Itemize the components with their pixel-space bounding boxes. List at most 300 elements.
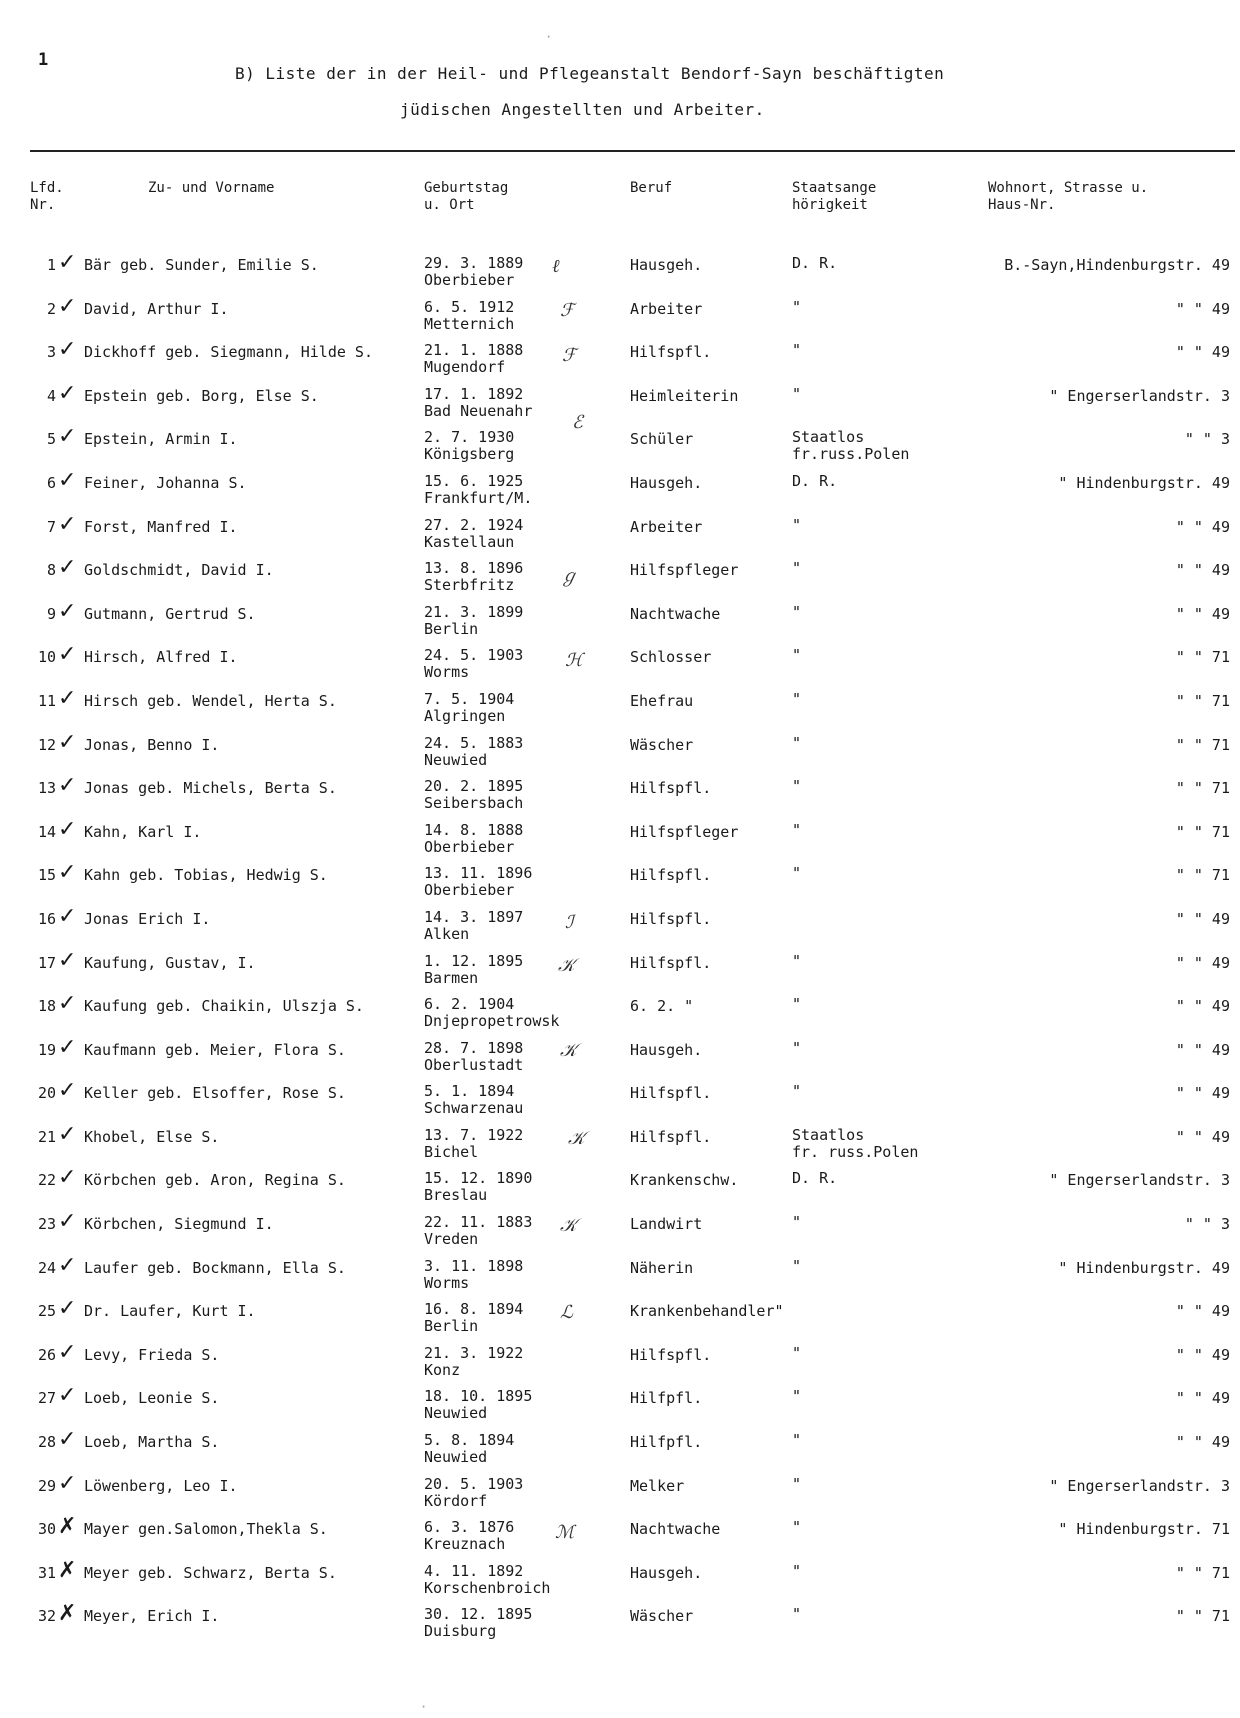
residence: " " 49 — [1175, 561, 1230, 580]
birth-place: Alken — [424, 924, 470, 943]
birth-date: 2. 7. 1930 — [424, 428, 515, 447]
person-name: Laufer geb. Bockmann, Ella S. — [84, 1258, 346, 1277]
table-row — [0, 1078, 1240, 1126]
profession: Hausgeh. — [630, 1563, 703, 1582]
birth-place: Metternich — [424, 314, 515, 333]
birth-date: 4. 11. 1892 — [424, 1561, 524, 1580]
profession: Hausgeh. — [630, 1040, 703, 1059]
birth-date: 28. 7. 1898 — [424, 1038, 524, 1057]
residence: " " 49 — [1175, 1389, 1230, 1408]
check-mark-icon: ✓ — [58, 250, 77, 275]
profession: Nachtwache — [630, 604, 721, 623]
birth-place: Korschenbroich — [424, 1578, 551, 1597]
citizenship: " — [792, 384, 802, 403]
birth-date: 13. 8. 1896 — [424, 559, 524, 578]
citizenship: " — [792, 602, 802, 621]
residence: " " 71 — [1175, 779, 1230, 798]
birth-place: Mugendorf — [424, 358, 506, 377]
title-line-2: jüdischen Angestellten und Arbeiter. — [400, 100, 765, 119]
birth-date: 21. 3. 1922 — [424, 1343, 524, 1362]
profession: Krankenbehandler" — [630, 1302, 784, 1321]
birth-date: 1. 12. 1895 — [424, 951, 524, 970]
citizenship: " — [792, 820, 802, 839]
birth-date: 5. 8. 1894 — [424, 1431, 515, 1450]
check-mark-icon: ✓ — [58, 467, 77, 493]
birth-place: Worms — [424, 1273, 470, 1292]
header-beruf: Beruf — [630, 180, 673, 196]
residence: " " 71 — [1175, 866, 1230, 885]
residence: " " 49 — [1175, 1302, 1230, 1321]
check-mark-icon: ✓ — [58, 1209, 77, 1235]
check-mark-icon: ✓ — [58, 380, 77, 406]
row-number: 10 — [37, 648, 56, 667]
table-row — [0, 1383, 1240, 1431]
residence: " " 3 — [1184, 430, 1230, 449]
person-name: Epstein, Armin I. — [84, 430, 238, 449]
residence: " " 49 — [1175, 909, 1230, 928]
handwritten-annotation: ℒ — [560, 1302, 573, 1323]
birth-date: 21. 3. 1899 — [424, 602, 524, 621]
row-number: 31 — [37, 1563, 56, 1582]
profession: Hilfspfl. — [630, 1345, 712, 1364]
citizenship: " — [792, 1561, 802, 1580]
citizenship: " — [792, 1474, 802, 1493]
residence: " " 49 — [1175, 1040, 1230, 1059]
table-row — [0, 1514, 1240, 1562]
profession: Heimleiterin — [630, 386, 739, 405]
birth-place: Vreden — [424, 1230, 479, 1249]
birth-place: Oberlustadt — [424, 1055, 524, 1074]
birth-place: Duisburg — [424, 1622, 497, 1641]
birth-date: 16. 8. 1894 — [424, 1300, 524, 1319]
check-mark-icon: ✗ — [58, 1601, 77, 1627]
profession: Hilfspfleger — [630, 561, 739, 580]
row-number: 1 — [46, 256, 56, 274]
handwritten-annotation: 𝒦 — [558, 955, 575, 976]
birth-place: Bad Neuenahr — [424, 401, 533, 420]
row-number: 3 — [46, 343, 56, 362]
table-row — [0, 555, 1240, 603]
residence: " " 49 — [1175, 343, 1230, 362]
table-row — [0, 991, 1240, 1039]
birth-date: 15. 12. 1890 — [424, 1169, 533, 1188]
profession: Hilfspfl. — [630, 1127, 712, 1146]
header-staat-line1: Staatsange — [792, 180, 877, 196]
check-mark-icon: ✓ — [58, 947, 77, 973]
citizenship: " — [792, 1082, 802, 1101]
table-row — [0, 947, 1240, 996]
birth-date: 29. 3. 1889 — [424, 254, 524, 272]
row-number: 26 — [37, 1345, 56, 1364]
check-mark-icon: ✓ — [58, 903, 77, 929]
table-row — [0, 424, 1240, 472]
row-number: 18 — [37, 997, 56, 1016]
employee-list — [0, 250, 1240, 1649]
citizenship: " — [792, 1343, 802, 1362]
birth-date: 7. 5. 1904 — [424, 689, 515, 708]
citizenship: " — [792, 689, 802, 708]
table-row — [0, 903, 1240, 952]
row-number: 24 — [37, 1258, 56, 1277]
profession: Hilfspfl. — [630, 343, 712, 362]
person-name: Goldschmidt, David I. — [84, 561, 274, 580]
check-mark-icon: ✓ — [58, 1339, 77, 1365]
birth-place: Sterbfritz — [424, 576, 515, 595]
person-name: Hirsch geb. Wendel, Herta S. — [84, 691, 337, 710]
header-staat-line2: hörigkeit — [792, 197, 868, 213]
person-name: Jonas, Benno I. — [84, 735, 220, 754]
residence: " " 49 — [1175, 953, 1230, 972]
row-number: 32 — [37, 1607, 56, 1626]
person-name: Gutmann, Gertrud S. — [84, 604, 256, 623]
birth-place: Frankfurt/M. — [424, 488, 533, 507]
person-name: Meyer, Erich I. — [84, 1607, 220, 1626]
birth-place: Barmen — [424, 968, 479, 987]
person-name: Epstein geb. Borg, Else S. — [84, 386, 319, 405]
birth-date: 6. 5. 1912 — [424, 297, 515, 316]
residence: " " 49 — [1175, 299, 1230, 318]
table-row — [0, 337, 1240, 385]
citizenship: " — [792, 297, 802, 316]
residence: " " 49 — [1175, 517, 1230, 536]
residence: B.-Sayn,Hindenburgstr. 49 — [1004, 256, 1230, 274]
person-name: Khobel, Else S. — [84, 1127, 220, 1146]
birth-place: Konz — [424, 1360, 461, 1379]
profession: Nachtwache — [630, 1520, 721, 1539]
check-mark-icon: ✓ — [58, 1470, 77, 1496]
citizenship: D. R. — [792, 254, 838, 272]
table-row — [0, 860, 1240, 908]
check-mark-icon: ✗ — [58, 1557, 77, 1583]
citizenship: Staatlos — [792, 428, 865, 447]
profession: Hilfspfl. — [630, 953, 712, 972]
profession: Hilfspfl. — [630, 909, 712, 928]
row-number: 28 — [37, 1433, 56, 1452]
residence: " " 49 — [1175, 1433, 1230, 1452]
table-row — [0, 293, 1240, 342]
profession: 6. 2. " — [630, 997, 694, 1016]
table-row — [0, 1427, 1240, 1475]
birth-place: Bichel — [424, 1142, 479, 1161]
table-row — [0, 1034, 1240, 1083]
birth-place: Oberbieber — [424, 837, 515, 856]
citizenship: " — [792, 951, 802, 970]
residence: " " 71 — [1175, 648, 1230, 667]
profession: Hilfspfl. — [630, 1084, 712, 1103]
person-name: Bär geb. Sunder, Emilie S. — [84, 256, 319, 274]
row-number: 5 — [46, 430, 56, 449]
person-name: Körbchen geb. Aron, Regina S. — [84, 1171, 346, 1190]
birth-date: 6. 2. 1904 — [424, 995, 515, 1014]
profession: Arbeiter — [630, 517, 703, 536]
person-name: Hirsch, Alfred I. — [84, 648, 238, 667]
birth-place: Seibersbach — [424, 794, 524, 813]
header-name: Zu- und Vorname — [148, 180, 275, 196]
person-name: Meyer geb. Schwarz, Berta S. — [84, 1563, 337, 1582]
birth-place: Kreuznach — [424, 1535, 506, 1554]
check-mark-icon: ✓ — [58, 1165, 77, 1191]
person-name: Kaufung geb. Chaikin, Ulszja S. — [84, 997, 364, 1016]
profession: Schüler — [630, 430, 694, 449]
profession: Hilfspfl. — [630, 779, 712, 798]
birth-date: 17. 1. 1892 — [424, 384, 524, 403]
birth-place: Kastellaun — [424, 532, 515, 551]
birth-place: Oberbieber — [424, 271, 515, 289]
citizenship: " — [792, 1605, 802, 1624]
citizenship: Staatlos — [792, 1125, 865, 1144]
check-mark-icon: ✗ — [58, 1514, 77, 1540]
scan-speck: · — [420, 1700, 428, 1714]
row-number: 13 — [37, 779, 56, 798]
check-mark-icon: ✓ — [58, 685, 77, 711]
citizenship: " — [792, 995, 802, 1014]
person-name: Kaufmann geb. Meier, Flora S. — [84, 1040, 346, 1059]
check-mark-icon: ✓ — [58, 337, 77, 363]
residence: " " 71 — [1175, 691, 1230, 710]
table-row — [0, 250, 1240, 298]
table-row — [0, 642, 1240, 690]
check-mark-icon: ✓ — [58, 773, 77, 799]
residence: " " 49 — [1175, 604, 1230, 623]
birth-date: 14. 3. 1897 — [424, 907, 524, 926]
person-name: Mayer gen.Salomon,Thekla S. — [84, 1520, 328, 1539]
person-name: Loeb, Leonie S. — [84, 1389, 220, 1408]
header-rule — [30, 150, 1235, 152]
birth-place: Breslau — [424, 1186, 488, 1205]
profession: Hausgeh. — [630, 256, 703, 274]
residence: " " 49 — [1175, 1127, 1230, 1146]
check-mark-icon: ✓ — [58, 1121, 77, 1147]
table-row — [0, 467, 1240, 516]
citizenship: " — [792, 864, 802, 883]
citizenship: " — [792, 515, 802, 534]
header-wohnort — [988, 180, 1148, 214]
birth-place: Schwarzenau — [424, 1099, 524, 1118]
table-row — [0, 685, 1240, 734]
table-row — [0, 1339, 1240, 1388]
birth-date: 18. 10. 1895 — [424, 1387, 533, 1406]
table-row — [0, 511, 1240, 560]
table-row — [0, 1209, 1240, 1257]
row-number: 20 — [37, 1084, 56, 1103]
check-mark-icon: ✓ — [58, 1078, 77, 1104]
person-name: Jonas geb. Michels, Berta S. — [84, 779, 337, 798]
profession: Krankenschw. — [630, 1171, 739, 1190]
check-mark-icon: ✓ — [58, 424, 77, 450]
profession: Hilfspfleger — [630, 822, 739, 841]
row-number: 19 — [37, 1040, 56, 1059]
table-row — [0, 816, 1240, 865]
residence: " " 49 — [1175, 1345, 1230, 1364]
handwritten-annotation: ℋ — [565, 650, 583, 671]
profession: Arbeiter — [630, 299, 703, 318]
citizenship: D. R. — [792, 471, 838, 490]
profession: Hausgeh. — [630, 473, 703, 492]
birth-date: 20. 2. 1895 — [424, 777, 524, 796]
table-row — [0, 1252, 1240, 1301]
handwritten-annotation: ℱ — [562, 345, 577, 366]
row-number: 15 — [37, 866, 56, 885]
residence: " Engerserlandstr. 3 — [1049, 386, 1230, 405]
birth-place: Königsberg — [424, 445, 515, 464]
table-row — [0, 1601, 1240, 1649]
handwritten-annotation: 𝒦 — [568, 1128, 585, 1149]
header-wohnort-line2: Haus-Nr. — [988, 197, 1056, 213]
citizenship: " — [792, 1256, 802, 1275]
row-number: 30 — [37, 1520, 56, 1539]
residence: " " 3 — [1184, 1215, 1230, 1234]
profession: Hilfpfl. — [630, 1389, 703, 1408]
row-number: 2 — [46, 299, 56, 318]
person-name: David, Arthur I. — [84, 299, 229, 318]
profession: Melker — [630, 1476, 685, 1495]
row-number: 8 — [46, 561, 56, 580]
check-mark-icon: ✓ — [58, 1252, 77, 1278]
check-mark-icon: ✓ — [58, 555, 77, 581]
birth-date: 13. 7. 1922 — [424, 1125, 524, 1144]
residence: " " 49 — [1175, 997, 1230, 1016]
check-mark-icon: ✓ — [58, 816, 77, 842]
profession: Wäscher — [630, 735, 694, 754]
profession: Ehefrau — [630, 691, 694, 710]
header-staat — [792, 180, 876, 214]
person-name: Levy, Frieda S. — [84, 1345, 220, 1364]
check-mark-icon: ✓ — [58, 729, 77, 755]
header-nr-line2: Nr. — [30, 197, 56, 213]
citizenship: " — [792, 733, 802, 752]
birth-place: Berlin — [424, 1317, 479, 1336]
person-name: Jonas Erich I. — [84, 909, 211, 928]
check-mark-icon: ✓ — [58, 991, 77, 1017]
check-mark-icon: ✓ — [58, 511, 77, 537]
table-row — [0, 1296, 1240, 1344]
person-name: Kaufung, Gustav, I. — [84, 953, 256, 972]
header-geburt — [424, 180, 508, 214]
profession: Wäscher — [630, 1607, 694, 1626]
residence: " " 71 — [1175, 735, 1230, 754]
birth-date: 14. 8. 1888 — [424, 820, 524, 839]
person-name: Forst, Manfred I. — [84, 517, 238, 536]
row-number: 25 — [37, 1302, 56, 1321]
handwritten-annotation: ℱ — [560, 300, 575, 321]
person-name: Kahn, Karl I. — [84, 822, 202, 841]
birth-date: 21. 1. 1888 — [424, 341, 524, 360]
birth-date: 27. 2. 1924 — [424, 515, 524, 534]
birth-date: 22. 11. 1883 — [424, 1213, 533, 1232]
profession: Hilfspfl. — [630, 866, 712, 885]
residence: " Engerserlandstr. 3 — [1049, 1476, 1230, 1495]
table-row — [0, 1557, 1240, 1606]
birth-place: Worms — [424, 663, 470, 682]
citizenship: " — [792, 1038, 802, 1057]
header-nr-line1: Lfd. — [30, 180, 64, 196]
birth-place: Neuwied — [424, 1404, 488, 1423]
handwritten-annotation: ℳ — [555, 1522, 575, 1543]
table-row — [0, 380, 1240, 429]
check-mark-icon: ✓ — [58, 1296, 77, 1322]
check-mark-icon: ✓ — [58, 1034, 77, 1060]
row-number: 16 — [37, 909, 56, 928]
row-number: 14 — [37, 822, 56, 841]
citizenship-detail: fr. russ.Polen — [792, 1142, 919, 1161]
person-name: Feiner, Johanna S. — [84, 473, 247, 492]
birth-date: 24. 5. 1903 — [424, 646, 524, 665]
title-line-1: B) Liste der in der Heil- und Pflegeanstalt Bendorf-Sayn beschäftigten — [235, 64, 945, 83]
citizenship: D. R. — [792, 1169, 838, 1188]
residence: " " 71 — [1175, 1607, 1230, 1626]
handwritten-annotation: ℐ — [565, 912, 574, 933]
residence: " Engerserlandstr. 3 — [1049, 1171, 1230, 1190]
birth-place: Oberbieber — [424, 881, 515, 900]
profession: Schlosser — [630, 648, 712, 667]
residence: " " 71 — [1175, 822, 1230, 841]
birth-date: 13. 11. 1896 — [424, 864, 533, 883]
scan-speck: · — [545, 30, 553, 44]
birth-date: 6. 3. 1876 — [424, 1518, 515, 1537]
table-row — [0, 1121, 1240, 1170]
birth-date: 15. 6. 1925 — [424, 471, 524, 490]
handwritten-annotation: 𝒦 — [560, 1215, 577, 1236]
birth-date: 20. 5. 1903 — [424, 1474, 524, 1493]
page-number: 1 — [38, 50, 49, 70]
row-number: 17 — [37, 953, 56, 972]
birth-place: Neuwied — [424, 1448, 488, 1467]
citizenship: " — [792, 559, 802, 578]
row-number: 22 — [37, 1171, 56, 1190]
table-row — [0, 1165, 1240, 1213]
residence: " Hindenburgstr. 71 — [1058, 1520, 1230, 1539]
handwritten-annotation: 𝒦 — [560, 1040, 577, 1061]
row-number: 11 — [37, 691, 56, 710]
row-number: 21 — [37, 1127, 56, 1146]
check-mark-icon: ✓ — [58, 1383, 77, 1409]
person-name: Keller geb. Elsoffer, Rose S. — [84, 1084, 346, 1103]
header-geburt-line1: Geburtstag — [424, 180, 509, 196]
header-geburt-line2: u. Ort — [424, 197, 475, 213]
check-mark-icon: ✓ — [58, 1427, 77, 1453]
check-mark-icon: ✓ — [58, 598, 77, 624]
check-mark-icon: ✓ — [58, 860, 77, 886]
birth-place: Algringen — [424, 706, 506, 725]
row-number: 7 — [46, 517, 56, 536]
row-number: 12 — [37, 735, 56, 754]
person-name: Loeb, Martha S. — [84, 1433, 220, 1452]
birth-date: 3. 11. 1898 — [424, 1256, 524, 1275]
profession: Hilfpfl. — [630, 1433, 703, 1452]
profession: Näherin — [630, 1258, 694, 1277]
residence: " " 71 — [1175, 1563, 1230, 1582]
table-row — [0, 1470, 1240, 1519]
header-wohnort-line1: Wohnort, Strasse u. — [988, 180, 1149, 196]
citizenship: " — [792, 777, 802, 796]
table-row — [0, 598, 1240, 647]
citizenship: " — [792, 341, 802, 360]
residence: " Hindenburgstr. 49 — [1058, 473, 1230, 492]
residence: " " 49 — [1175, 1084, 1230, 1103]
citizenship: " — [792, 1431, 802, 1450]
row-number: 6 — [46, 473, 56, 492]
handwritten-annotation: ℊ — [560, 566, 578, 587]
check-mark-icon: ✓ — [58, 642, 77, 668]
residence: " Hindenburgstr. 49 — [1058, 1258, 1230, 1277]
citizenship: " — [792, 1213, 802, 1232]
handwritten-annotation: ℰ — [572, 412, 583, 433]
person-name: Dickhoff geb. Siegmann, Hilde S. — [84, 343, 373, 362]
citizenship: " — [792, 646, 802, 665]
header-nr — [30, 180, 64, 214]
person-name: Löwenberg, Leo I. — [84, 1476, 238, 1495]
birth-place: Dnjepropetrowsk — [424, 1012, 560, 1031]
